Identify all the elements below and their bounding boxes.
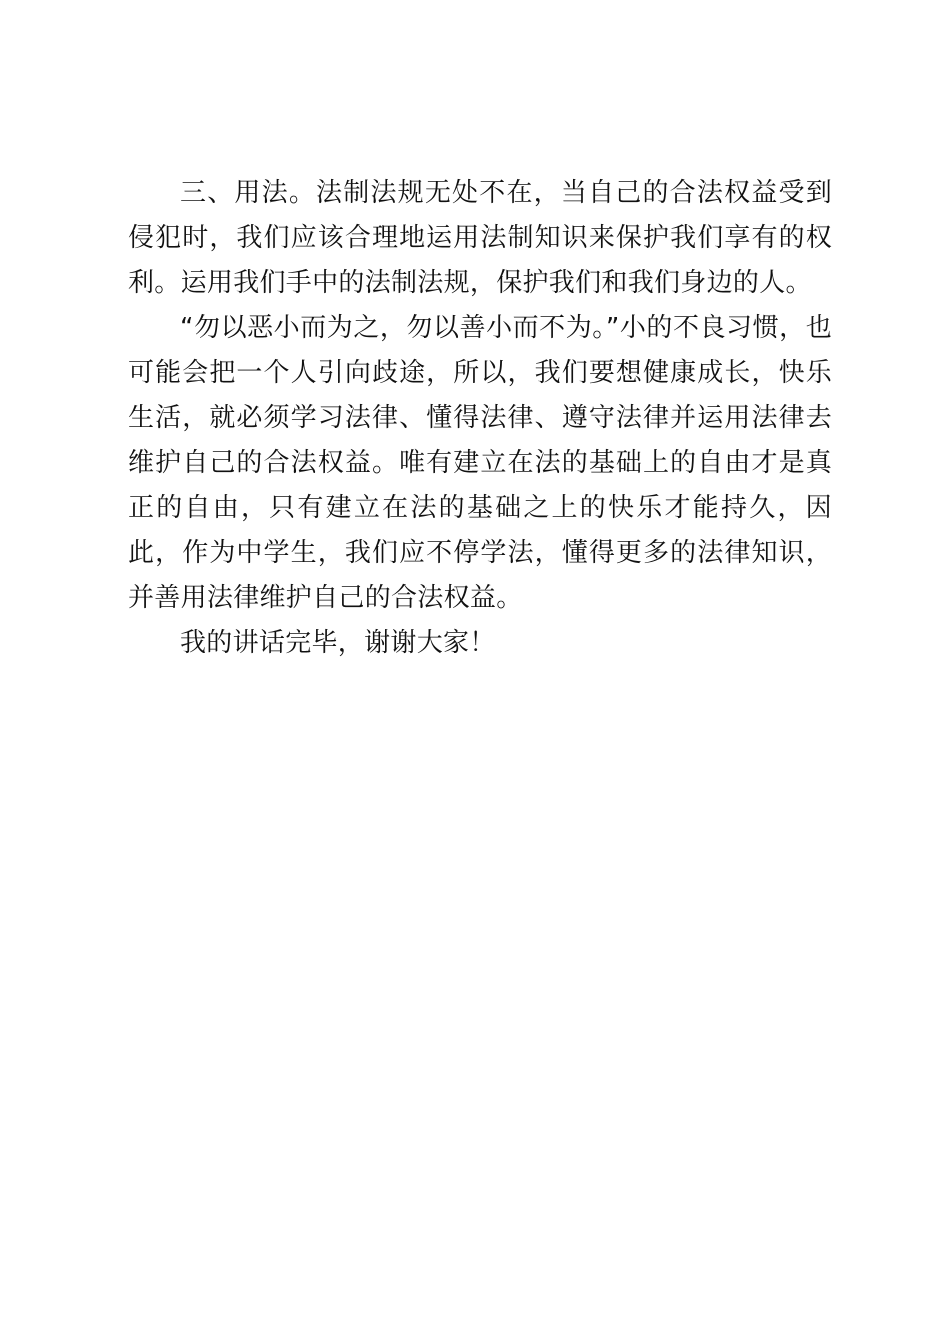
paragraph-closing: 我的讲话完毕，谢谢大家！ xyxy=(180,628,496,658)
paragraph-section-three: 三、用法。法制法规无处不在，当自己的合法权益受到侵犯时，我们应该合理地运用法制知识来保护我们享有的权利。运用我们手中的法制法规，保护我们和我们身边的人。 xyxy=(128,178,832,298)
document-body xyxy=(128,171,832,666)
paragraph-proverb: “勿以恶小而为之，勿以善小而不为。”小的不良习惯，也可能会把一个人引向歧途，所以，我们要想健康成长，快乐生活，就必须学习法律、懂得法律、遵守法律并运用法律去维护自己的合法权益。唯有建立在法的基础上的自由才是真正的自由，只有建立在法的基础之上的快乐才能持久，因此，作为中学生，我们应不停学法，懂得更多的法律知识，并善用法律维护自己的合法权益。 xyxy=(128,313,832,613)
